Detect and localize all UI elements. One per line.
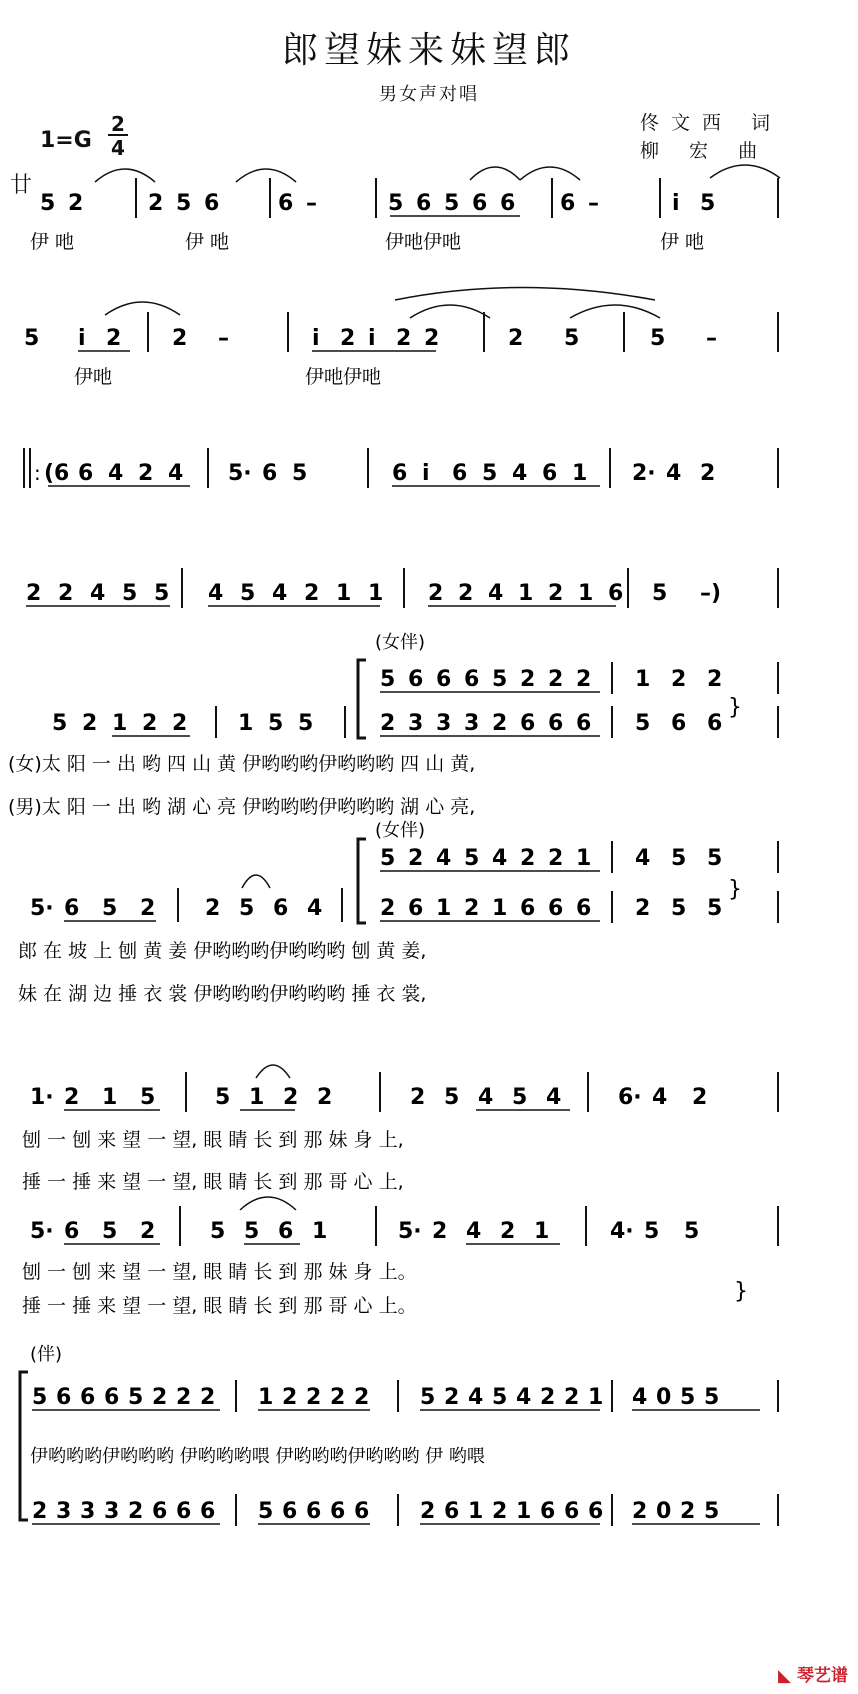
note: 5	[176, 191, 192, 216]
note: 4	[652, 1085, 668, 1110]
lyric-text: 刨 一 刨 来 望 一 望, 眼 睛 长 到 那 妹 身 上。	[22, 1261, 417, 1283]
system-bracket	[358, 839, 366, 923]
slur-arc	[236, 169, 296, 182]
note: 6	[588, 1499, 604, 1524]
note: 5	[635, 711, 651, 736]
note: 2	[32, 1499, 48, 1524]
note: 5	[40, 191, 56, 216]
note: 6	[444, 1499, 460, 1524]
note: 2	[635, 896, 651, 921]
note: 2	[26, 581, 42, 606]
note: 5	[707, 846, 723, 871]
note: 5	[707, 896, 723, 921]
note: 2	[410, 1085, 426, 1110]
note: 2	[396, 326, 412, 351]
note: –)	[700, 581, 722, 606]
system-bracket	[358, 660, 366, 738]
watermark-logo	[778, 1661, 848, 1686]
brace-close: }	[728, 695, 742, 720]
note: 1	[112, 711, 128, 736]
note: 5	[492, 667, 508, 692]
note: 2	[692, 1085, 708, 1110]
note: 4	[466, 1219, 482, 1244]
lyric-text: (女)太 阳 一 出 哟 四 山 黄 伊哟哟哟伊哟哟哟 四 山 黄,	[8, 753, 476, 775]
note: 5	[240, 581, 256, 606]
note: 6	[707, 711, 723, 736]
note: 2	[492, 1499, 508, 1524]
note: 5	[380, 667, 396, 692]
note: 1	[576, 846, 592, 871]
brace-close: }	[734, 1279, 748, 1304]
note: 2	[458, 581, 474, 606]
note: 4	[272, 581, 288, 606]
note: 2	[380, 711, 396, 736]
note: (6	[44, 461, 70, 486]
note: 2	[548, 667, 564, 692]
note: 3	[104, 1499, 120, 1524]
lyric-text: 妹 在 湖 边 捶 衣 裳 伊哟哟哟伊哟哟哟 捶 衣 裳,	[18, 983, 427, 1005]
note: 1	[312, 1219, 328, 1244]
note: 1	[635, 667, 651, 692]
note: 5	[388, 191, 404, 216]
note: 4	[90, 581, 106, 606]
note: 6	[576, 896, 592, 921]
note: 2	[424, 326, 440, 351]
note: 2	[148, 191, 164, 216]
slur-arc	[395, 288, 655, 301]
watermark-text: 琴艺谱	[797, 1666, 848, 1686]
note: 2	[428, 581, 444, 606]
note: 4	[666, 461, 682, 486]
note: 6	[56, 1385, 72, 1410]
note: 4	[516, 1385, 532, 1410]
note: 1	[518, 581, 534, 606]
slur-arc	[240, 1197, 296, 1210]
note: 2	[140, 1219, 156, 1244]
note: 3	[408, 711, 424, 736]
note: 6	[78, 461, 94, 486]
note: 6	[464, 667, 480, 692]
note: 2	[176, 1385, 192, 1410]
note: 1	[249, 1085, 265, 1110]
note: 5·	[398, 1219, 422, 1244]
note: 6	[152, 1499, 168, 1524]
key-signature: 1=G	[40, 128, 92, 153]
note: 5	[268, 711, 284, 736]
note: 5	[380, 846, 396, 871]
song-title: 郎望妹来妹望郎	[281, 30, 576, 71]
note: 5	[650, 326, 666, 351]
note: 2	[632, 1499, 648, 1524]
note: 2	[408, 846, 424, 871]
slur-arc	[95, 169, 155, 182]
note: 4	[478, 1085, 494, 1110]
slur-arc	[710, 165, 780, 178]
note: 6	[176, 1499, 192, 1524]
note: 6	[540, 1499, 556, 1524]
note: 6	[204, 191, 220, 216]
note: 2	[354, 1385, 370, 1410]
lyric-text: 捶 一 捶 来 望 一 望, 眼 睛 长 到 那 哥 心 上,	[22, 1171, 404, 1193]
note: 1	[468, 1499, 484, 1524]
note: 5	[512, 1085, 528, 1110]
note: 4	[208, 581, 224, 606]
lyric-text: (女伴)	[375, 632, 426, 653]
note: 1	[572, 461, 588, 486]
note: 2	[138, 461, 154, 486]
lyric-text: 伊哟哟哟伊哟哟哟 伊哟哟哟喂 伊哟哟哟伊哟哟哟 伊 哟喂	[30, 1446, 485, 1467]
note: 1	[238, 711, 254, 736]
lyric-text: 伊 吔	[660, 231, 705, 253]
song-subtitle: 男女声对唱	[379, 84, 479, 105]
note: 4	[635, 846, 651, 871]
note: 2	[283, 1085, 299, 1110]
note: 5	[671, 846, 687, 871]
note: 5	[704, 1499, 720, 1524]
note: 2	[106, 326, 122, 351]
note: 2	[508, 326, 524, 351]
note: –	[706, 326, 717, 351]
note: 5	[684, 1219, 700, 1244]
note: 6	[542, 461, 558, 486]
note: 4	[546, 1085, 562, 1110]
note: 2	[707, 667, 723, 692]
note: 2	[680, 1499, 696, 1524]
note: 1	[534, 1219, 550, 1244]
note: 5	[52, 711, 68, 736]
note: 2	[205, 896, 221, 921]
note: 2	[520, 846, 536, 871]
lyric-text: 伊 吔	[30, 231, 75, 253]
note: 6	[520, 711, 536, 736]
note: 2	[420, 1499, 436, 1524]
note: 2	[540, 1385, 556, 1410]
lyric-text: 伊吔伊吔	[305, 366, 382, 388]
slur-arc	[520, 167, 580, 180]
note: 2	[82, 711, 98, 736]
note: 3	[80, 1499, 96, 1524]
note: 5	[140, 1085, 156, 1110]
note: 2	[444, 1385, 460, 1410]
note: 5	[298, 711, 314, 736]
note: 3	[464, 711, 480, 736]
note: 1	[258, 1385, 274, 1410]
note: 5	[671, 896, 687, 921]
note: 6	[306, 1499, 322, 1524]
lyric-text: 郎 在 坡 上 刨 黄 姜 伊哟哟哟伊哟哟哟 刨 黄 姜,	[18, 940, 427, 962]
note: 6	[282, 1499, 298, 1524]
note: 6	[408, 896, 424, 921]
note: 5·	[30, 896, 54, 921]
note: 2	[58, 581, 74, 606]
note: 5	[32, 1385, 48, 1410]
note: 5	[210, 1219, 226, 1244]
lyric-text: (伴)	[30, 1344, 63, 1365]
note: 6	[392, 461, 408, 486]
note: 6	[278, 1219, 294, 1244]
note: 2	[152, 1385, 168, 1410]
time-signature-top: 2	[111, 112, 125, 136]
note: 6	[273, 896, 289, 921]
note: 6	[416, 191, 432, 216]
note: 3	[436, 711, 452, 736]
note: 5	[564, 326, 580, 351]
lyric-text: 刨 一 刨 来 望 一 望, 眼 睛 长 到 那 妹 身 上,	[22, 1129, 404, 1151]
note: 1	[588, 1385, 604, 1410]
note: 6	[436, 667, 452, 692]
note: 1	[336, 581, 352, 606]
note: 6	[671, 711, 687, 736]
note: 2	[142, 711, 158, 736]
slur-arc	[256, 1065, 290, 1078]
note: 2	[64, 1085, 80, 1110]
note: 5	[680, 1385, 696, 1410]
note: 4	[492, 846, 508, 871]
note: 1	[102, 1085, 118, 1110]
note: 4	[307, 896, 323, 921]
note: 2	[330, 1385, 346, 1410]
note: 2	[282, 1385, 298, 1410]
note: 2	[304, 581, 320, 606]
slur-arc	[470, 167, 520, 180]
note: i	[672, 191, 680, 216]
note: –	[588, 191, 599, 216]
note: 5	[215, 1085, 231, 1110]
note: 2	[172, 326, 188, 351]
note: 2	[548, 581, 564, 606]
note: 6	[564, 1499, 580, 1524]
lyric-text: 捶 一 捶 来 望 一 望, 眼 睛 长 到 那 哥 心 上。	[22, 1295, 417, 1317]
note: 5	[239, 896, 255, 921]
note: 5	[292, 461, 308, 486]
note: 6	[64, 1219, 80, 1244]
note: i	[78, 326, 86, 351]
note: 2	[306, 1385, 322, 1410]
note: 1·	[30, 1085, 54, 1110]
note: 5	[420, 1385, 436, 1410]
slur-arc	[105, 302, 180, 315]
note: 6	[548, 896, 564, 921]
note: 2	[464, 896, 480, 921]
note: –	[218, 326, 229, 351]
note: 6	[278, 191, 294, 216]
note: 4	[108, 461, 124, 486]
note: 4	[632, 1385, 648, 1410]
note: 6	[472, 191, 488, 216]
note: 5	[122, 581, 138, 606]
note: 4	[512, 461, 528, 486]
note: 2	[700, 461, 716, 486]
note: 0	[656, 1499, 672, 1524]
note: 6	[354, 1499, 370, 1524]
note: 2	[68, 191, 84, 216]
slur-arc	[242, 875, 270, 888]
note: 2	[492, 711, 508, 736]
note: 3	[56, 1499, 72, 1524]
note: 6	[452, 461, 468, 486]
note: 6	[520, 896, 536, 921]
note: 2	[548, 846, 564, 871]
note: 2	[317, 1085, 333, 1110]
note: 6	[262, 461, 278, 486]
note: 6	[104, 1385, 120, 1410]
note: i	[422, 461, 430, 486]
note: 2	[500, 1219, 516, 1244]
note: 4·	[610, 1219, 634, 1244]
note: 5	[154, 581, 170, 606]
note: 5	[704, 1385, 720, 1410]
note: 6	[200, 1499, 216, 1524]
repeat-dots: :	[34, 461, 41, 485]
time-signature-bottom: 4	[108, 134, 128, 160]
note: 5·	[30, 1219, 54, 1244]
note: 2	[340, 326, 356, 351]
lyric-text: (女伴)	[375, 820, 426, 841]
note: 4	[168, 461, 184, 486]
note: 5·	[228, 461, 252, 486]
note: 0	[656, 1385, 672, 1410]
lyric-text: (男)太 阳 一 出 哟 湖 心 亮 伊哟哟哟伊哟哟哟 湖 心 亮,	[8, 796, 476, 818]
watermark-icon: ◣	[778, 1666, 792, 1686]
note: 4	[436, 846, 452, 871]
note: i	[368, 326, 376, 351]
note: 2	[520, 667, 536, 692]
note: 2	[172, 711, 188, 736]
note: 2	[576, 667, 592, 692]
note: 6	[408, 667, 424, 692]
note: 5	[652, 581, 668, 606]
note: 5	[102, 896, 118, 921]
note: 6	[548, 711, 564, 736]
note: 2	[128, 1499, 144, 1524]
brace-close: }	[728, 877, 742, 902]
note: 5	[102, 1219, 118, 1244]
note: 1	[436, 896, 452, 921]
note: 5	[482, 461, 498, 486]
note: 1	[492, 896, 508, 921]
note: 6·	[618, 1085, 642, 1110]
note: 5	[464, 846, 480, 871]
note: 2	[200, 1385, 216, 1410]
lyric-text: 伊吔伊吔	[385, 231, 462, 253]
note: 6	[330, 1499, 346, 1524]
note: 5	[700, 191, 716, 216]
note: i	[312, 326, 320, 351]
note: 6	[576, 711, 592, 736]
lyric-text: 伊吔	[74, 366, 113, 388]
note: –	[306, 191, 317, 216]
note: 5	[644, 1219, 660, 1244]
note: 5	[444, 1085, 460, 1110]
slur-arc	[570, 305, 660, 318]
note: 1	[516, 1499, 532, 1524]
lyricist-credit: 佟文西 词	[640, 112, 783, 134]
note: 2	[564, 1385, 580, 1410]
note: 5	[258, 1499, 274, 1524]
note: 2	[432, 1219, 448, 1244]
note: 6	[80, 1385, 96, 1410]
note: 1	[578, 581, 594, 606]
note: 5	[24, 326, 40, 351]
note: 2·	[632, 461, 656, 486]
note: 5	[444, 191, 460, 216]
note: 6	[608, 581, 624, 606]
note: 6	[500, 191, 516, 216]
slur-arc	[410, 305, 490, 318]
composer-credit: 柳 宏 曲	[640, 140, 770, 162]
system-bracket	[20, 1372, 28, 1520]
note: 5	[128, 1385, 144, 1410]
note: 4	[468, 1385, 484, 1410]
note: 5	[244, 1219, 260, 1244]
note: 6	[560, 191, 576, 216]
tempo-mark: 廿	[10, 173, 33, 198]
note: 4	[488, 581, 504, 606]
note: 5	[492, 1385, 508, 1410]
note: 2	[380, 896, 396, 921]
note: 1	[368, 581, 384, 606]
note: 2	[140, 896, 156, 921]
note: 6	[64, 896, 80, 921]
note: 2	[671, 667, 687, 692]
lyric-text: 伊 吔	[185, 231, 230, 253]
